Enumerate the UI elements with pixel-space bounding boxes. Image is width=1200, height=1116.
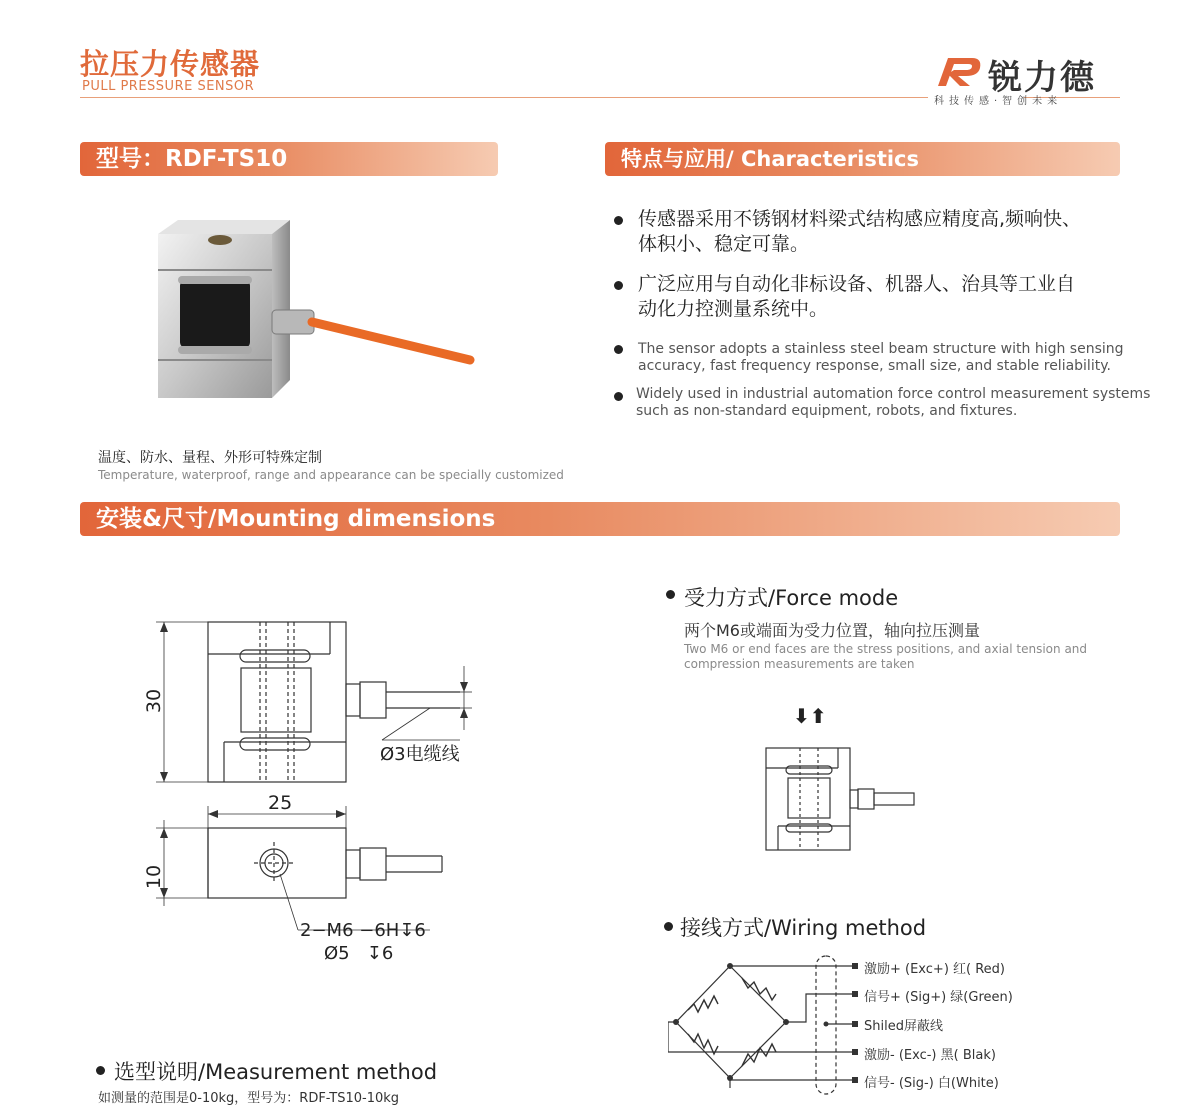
force-mode-cn: 两个M6或端面为受力位置，轴向拉压测量: [684, 621, 980, 640]
feature-cn-line: 体积小、稳定可靠。: [638, 233, 810, 255]
feature-en-line: The sensor adopts a stainless steel beam structure with high sensing: [638, 341, 1124, 357]
force-bullet: [666, 590, 675, 599]
logo-tagline: 科技传感·智创未来: [934, 96, 1063, 107]
wiring-bullet: [664, 922, 673, 931]
force-mode-en: Two M6 or end faces are the stress positions, and axial tension and: [684, 642, 1088, 656]
mounting-bar: 安装&尺寸/Mounting dimensions: [80, 502, 1120, 536]
wire-shield: Shiled屏蔽线: [864, 1019, 943, 1034]
feature-cn-line: 广泛应用与自动化非标设备、机器人、治具等工业自: [638, 273, 1076, 295]
feature-en-line: such as non-standard equipment, robots, and fixtures.: [636, 403, 1018, 419]
product-caption-en: Temperature, waterproof, range and appearance can be specially customized: [98, 468, 564, 482]
wire-exc-minus: 激励- (Exc-) 黑( Blak): [864, 1048, 996, 1063]
product-photo: [150, 220, 480, 400]
force-mode-title: 受力方式/Force mode: [684, 586, 899, 610]
feature-bullet: [614, 216, 623, 225]
width-dimension: 25: [268, 792, 293, 814]
wire-sig-plus: 信号+ (Sig+) 绿(Green): [864, 990, 1013, 1005]
model-bar: 型号：RDF-TS10: [80, 142, 498, 176]
product-caption-cn: 温度、防水、量程、外形可特殊定制: [98, 450, 322, 466]
dimension-drawing: [130, 610, 490, 960]
cable-label: Ø3电缆线: [380, 744, 460, 765]
feature-cn-line: 动化力控测量系统中。: [638, 298, 829, 320]
force-mode-drawing: [760, 740, 930, 855]
height-dimension: 30: [143, 688, 166, 714]
brand-logo-icon: [934, 52, 986, 90]
feature-cn-line: 传感器采用不锈钢材料梁式结构感应精度高,频响快、: [638, 208, 1082, 230]
wire-sig-minus: 信号- (Sig-) 白(White): [864, 1076, 999, 1091]
page-subtitle: PULL PRESSURE SENSOR: [82, 79, 255, 94]
feature-bullet: [614, 392, 623, 401]
measurement-text: 如测量的范围是0-10kg，型号为：RDF-TS10-10kg: [98, 1091, 400, 1106]
wire-exc-plus: 激励+ (Exc+) 红( Red): [864, 962, 1005, 977]
header-divider: [80, 97, 928, 98]
feature-bullet: [614, 345, 623, 354]
depth-dimension: 10: [143, 864, 166, 890]
measurement-title: 选型说明/Measurement method: [114, 1060, 438, 1084]
feature-en-line: Widely used in industrial automation force control measurement systems: [636, 386, 1151, 402]
logo-text: 锐力德: [988, 58, 1096, 98]
measurement-bullet: [96, 1066, 105, 1075]
wiring-title: 接线方式/Wiring method: [680, 916, 927, 940]
features-bar: 特点与应用/ Characteristics: [605, 142, 1120, 176]
feature-bullet: [614, 281, 623, 290]
thread-spec: 2−M6 −6H↧6: [300, 920, 426, 941]
feature-en-line: accuracy, fast frequency response, small size, and stable reliability.: [638, 358, 1111, 374]
wiring-diagram: [668, 950, 868, 1100]
page-title: 拉压力传感器: [80, 47, 261, 81]
thread-sub: Ø5 ↧6: [324, 943, 394, 964]
force-arrows-icon: ⬇⬆: [793, 704, 827, 728]
force-mode-en: compression measurements are taken: [684, 657, 915, 671]
